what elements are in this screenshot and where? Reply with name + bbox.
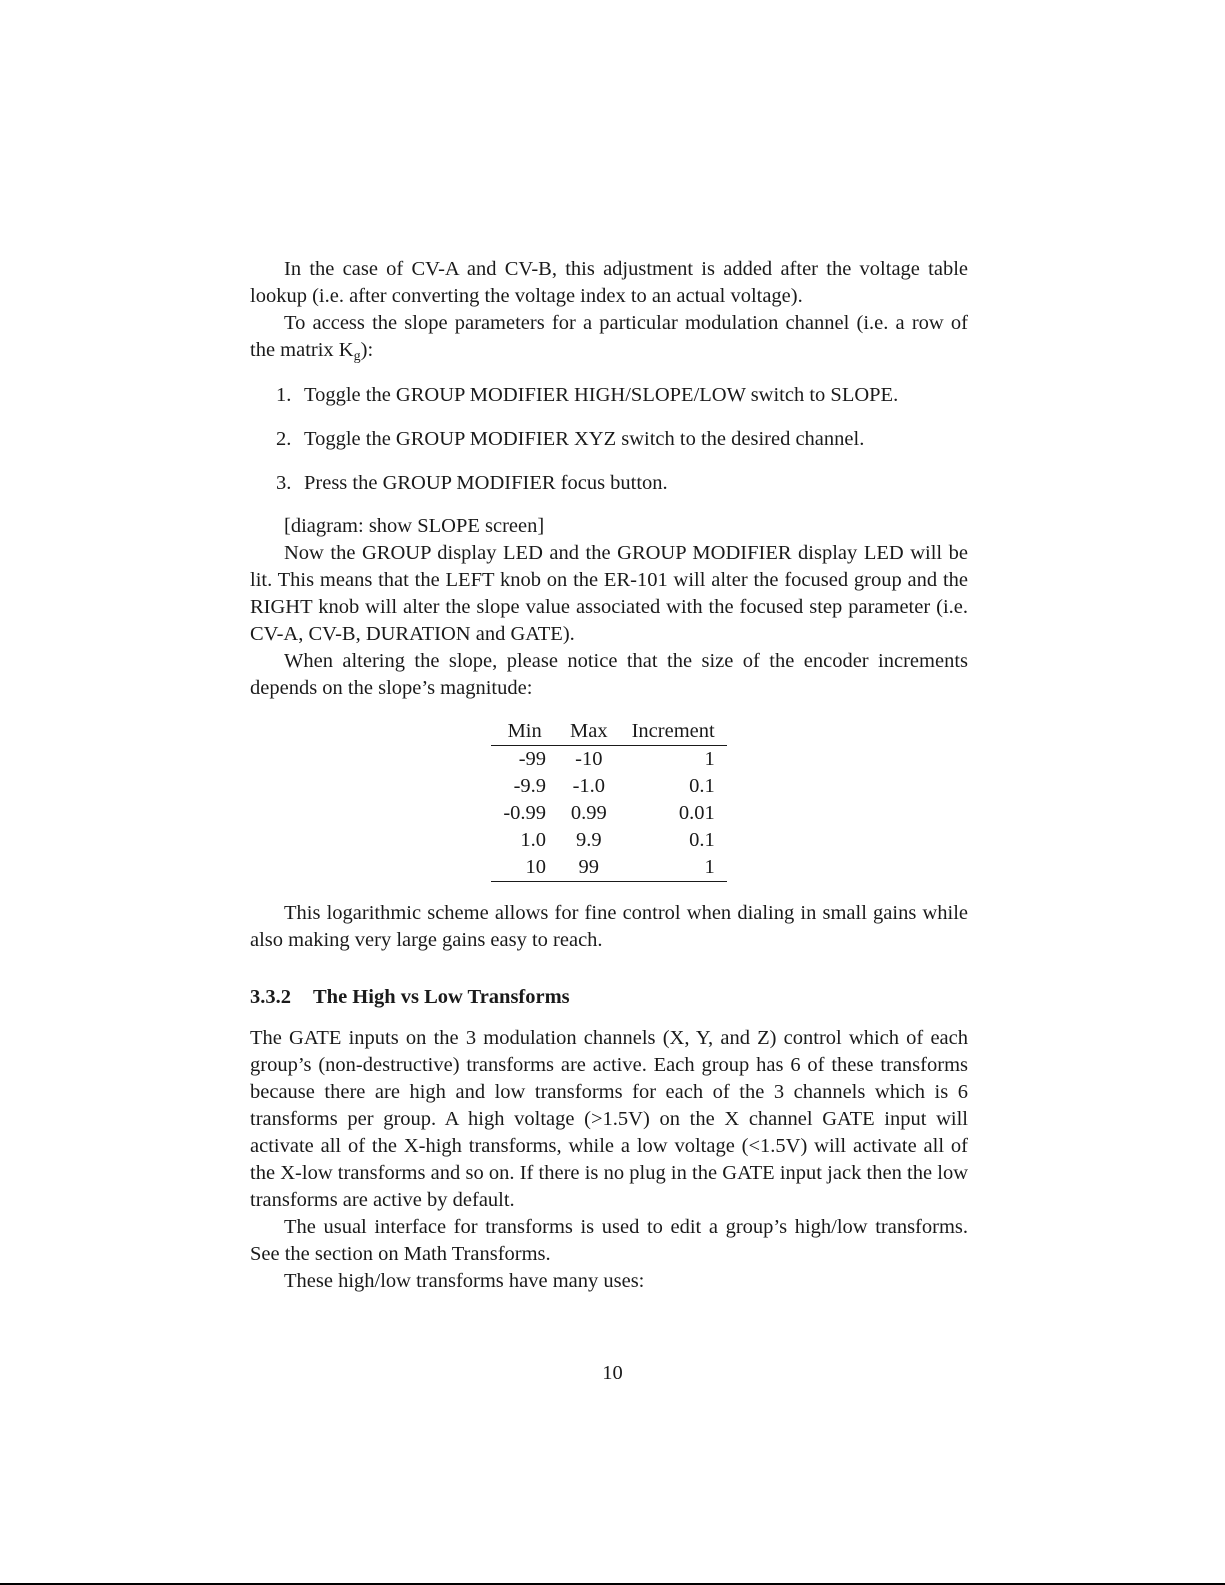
matrix-subscript: g xyxy=(353,349,361,364)
cell-max: 9.9 xyxy=(575,829,602,851)
table-row xyxy=(491,854,726,882)
section-number: 3.3.2 xyxy=(250,986,291,1008)
paragraph-access-slope-text: To access the slope parameters for a particular modulation channel (i.e. a row of the matrix K xyxy=(250,312,968,361)
cell-min: -99 xyxy=(518,748,547,770)
document-body xyxy=(250,256,968,1295)
paragraph-gate-inputs: The GATE inputs on the 3 modulation channels (X, Y, and Z) control which of each group’s (non-destructive) transforms are active. Each group has 6 of these transforms because there are high and low transforms for each of the 3 channels which is 6 transforms per group. A high voltage (>1.5V) on the X channel GATE input will activate all of the X-high transforms, while a low voltage (<1.5V) will activate all of the X-low transforms and so on. If there is no plug in the GATE input jack then the low transforms are active by default. xyxy=(250,1027,968,1211)
diagram-placeholder-note: [diagram: show SLOPE screen] xyxy=(284,515,545,537)
list-item xyxy=(276,426,968,453)
paragraph-usual-interface: The usual interface for transforms is used to edit a group’s high/low transforms. See the section on Math Transforms. xyxy=(250,1216,968,1265)
cell-min: -0.99 xyxy=(503,802,547,824)
table-row xyxy=(491,827,726,854)
paragraph-cv-adjustment: In the case of CV-A and CV-B, this adjustment is added after the voltage table lookup (i.e. after converting the voltage index to an actual voltage). xyxy=(250,258,968,307)
increment-table-wrapper xyxy=(250,718,968,882)
section-title: The High vs Low Transforms xyxy=(313,986,570,1008)
cell-max: -10 xyxy=(575,748,603,770)
step-text: Toggle the GROUP MODIFIER HIGH/SLOPE/LOW switch to SLOPE. xyxy=(304,384,899,406)
paragraph-many-uses: These high/low transforms have many uses: xyxy=(284,1270,645,1292)
page-number: 10 xyxy=(602,1362,623,1384)
increment-table xyxy=(491,718,726,882)
cell-increment: 0.1 xyxy=(689,829,715,851)
column-header-max: Max xyxy=(558,718,620,746)
column-header-increment: Increment xyxy=(620,718,727,746)
column-header-min: Min xyxy=(491,718,558,746)
list-item xyxy=(276,382,968,409)
step-text: Toggle the GROUP MODIFIER XYZ switch to the desired channel. xyxy=(304,428,865,450)
cell-increment: 0.1 xyxy=(689,775,715,797)
cell-max: 99 xyxy=(578,856,600,878)
cell-max: 0.99 xyxy=(570,802,607,824)
paragraph-logarithmic-scheme: This logarithmic scheme allows for fine control when dialing in small gains while also making very large gains easy to reach. xyxy=(250,902,968,951)
cell-min: -9.9 xyxy=(513,775,547,797)
table-row xyxy=(491,746,726,774)
paragraph-led-lit: Now the GROUP display LED and the GROUP MODIFIER display LED will be lit. This means that the LEFT knob on the ER-101 will alter the focused group and the RIGHT knob will alter the slope value associated with the focused step parameter (i.e. CV-A, CV-B, DURATION and GATE). xyxy=(250,542,968,645)
paragraph-access-slope-end: ): xyxy=(360,339,374,361)
steps-list xyxy=(250,382,968,497)
paragraph-encoder-increments: When altering the slope, please notice that the size of the encoder increments depends on the slope’s magnitude: xyxy=(250,650,968,699)
step-number: 1. xyxy=(276,384,292,406)
list-item xyxy=(276,470,968,497)
cell-min: 10 xyxy=(525,856,547,878)
cell-max: -1.0 xyxy=(572,775,606,797)
step-number: 2. xyxy=(276,428,292,450)
cell-increment: 0.01 xyxy=(678,802,715,824)
section-heading xyxy=(250,984,968,1011)
step-number: 3. xyxy=(276,472,292,494)
cell-min: 1.0 xyxy=(520,829,547,851)
cell-increment: 1 xyxy=(704,748,715,770)
table-header-row xyxy=(491,718,726,746)
paragraph-access-slope xyxy=(250,310,968,364)
table-row xyxy=(491,773,726,800)
step-text: Press the GROUP MODIFIER focus button. xyxy=(304,472,668,494)
table-row xyxy=(491,800,726,827)
cell-increment: 1 xyxy=(704,856,715,878)
